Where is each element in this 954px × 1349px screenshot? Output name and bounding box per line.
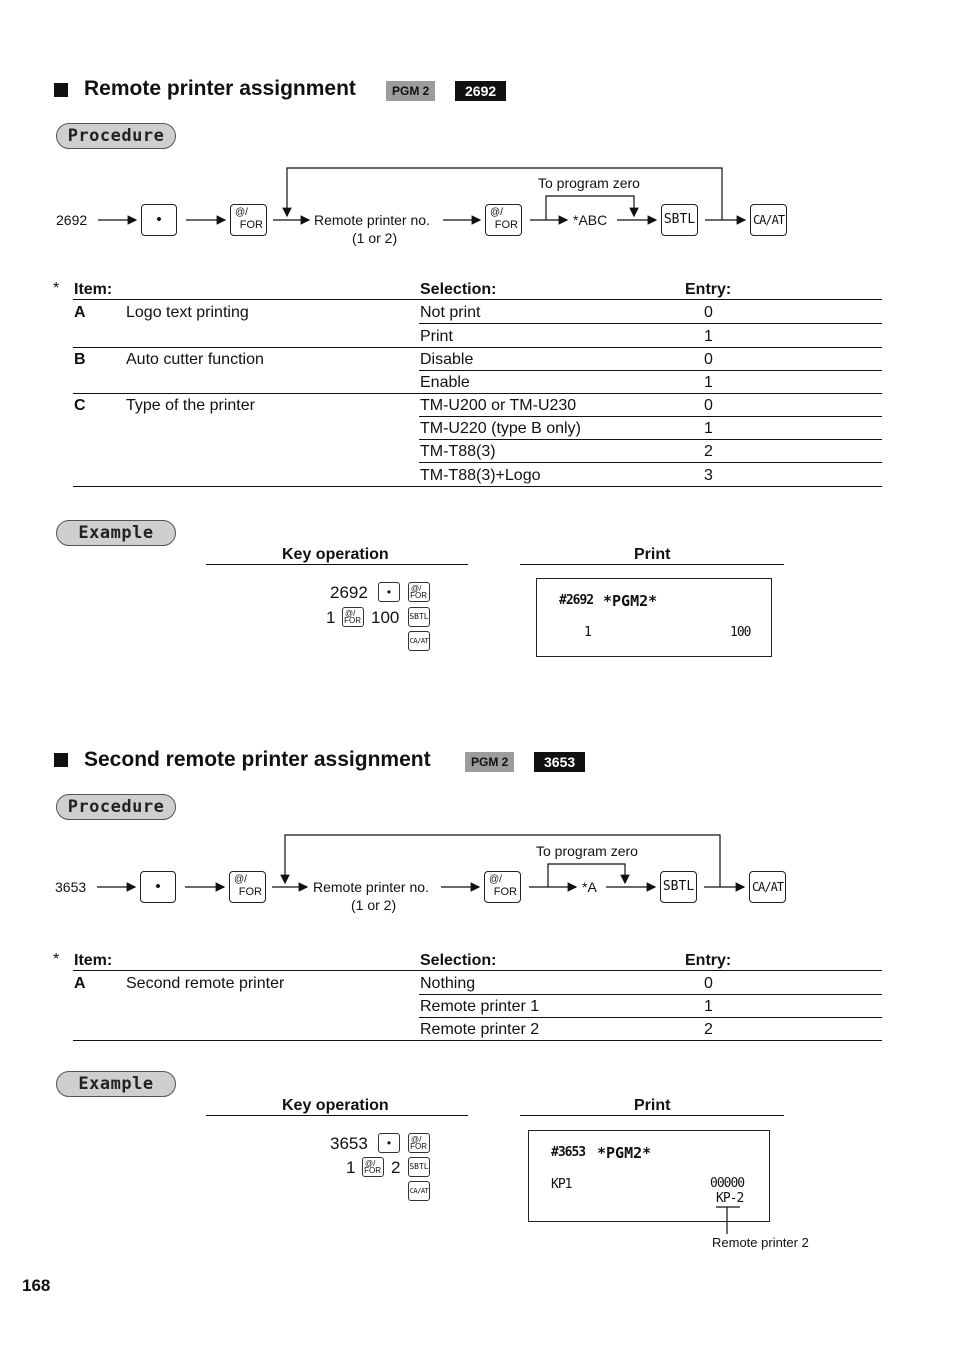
selection-cell: TM-T88(3) — [420, 443, 496, 460]
selection-cell: Nothing — [420, 975, 476, 992]
callout-label: Remote printer 2 — [712, 1235, 809, 1250]
start-code: 2692 — [56, 212, 88, 228]
selection-cell: TM-T88(3)+Logo — [420, 467, 541, 484]
entry-cell: 1 — [704, 998, 713, 1015]
receipt-code: #2692 — [559, 593, 594, 608]
selection-cell: Not print — [420, 304, 481, 321]
entry-cell: 0 — [704, 351, 713, 368]
entry-cell: 2 — [704, 1021, 713, 1038]
page-number: 168 — [22, 1276, 51, 1295]
item-name: Logo text printing — [126, 304, 249, 321]
decimal-point-key: • — [378, 1133, 400, 1153]
for-key-top-label: @/ — [234, 874, 247, 885]
ca-at-key: CA/AT — [749, 871, 786, 903]
print-rule — [520, 564, 784, 565]
to-program-zero-label: To program zero — [536, 843, 638, 859]
keyop-number: 100 — [371, 608, 400, 627]
table-rule — [73, 299, 882, 300]
for-key-bottom-label: FOR — [344, 616, 361, 625]
for-key-top-label: @/ — [490, 207, 503, 218]
print-rule — [520, 1115, 784, 1116]
receipt-print — [536, 578, 772, 657]
key-operation-title: Key operation — [282, 1097, 389, 1114]
selection-cell: TM-U200 or TM-U230 — [420, 397, 577, 414]
row-rule — [419, 370, 882, 371]
selection-cell: Print — [420, 328, 453, 345]
entry-cell: 0 — [704, 304, 713, 321]
section-bullet — [54, 83, 68, 97]
keyop-number: 1 — [346, 1158, 356, 1177]
row-rule — [419, 462, 882, 463]
selection-cell: TM-U220 (type B only) — [420, 420, 581, 437]
item-name: Second remote printer — [126, 975, 285, 992]
remote-printer-no-label: Remote printer no. — [313, 879, 429, 895]
for-key — [342, 607, 364, 627]
keyop-number: 1 — [326, 608, 336, 627]
for-key-bottom-label: FOR — [238, 886, 262, 898]
item-letter: A — [74, 975, 86, 992]
print-title: Print — [634, 1097, 671, 1114]
ca-at-key: CA/AT — [408, 631, 430, 651]
keyop-number: 2692 — [330, 583, 368, 602]
decimal-point-key: • — [378, 582, 400, 602]
section-bullet — [54, 753, 68, 767]
entry-cell: 2 — [704, 443, 713, 460]
keyop-number: 2 — [391, 1158, 401, 1177]
subtotal-key: SBTL — [408, 1157, 430, 1177]
receipt-value-left: 1 — [584, 625, 592, 640]
for-key-bottom-label: FOR — [494, 219, 518, 231]
key-operation-rule — [206, 1115, 468, 1116]
item-name: Auto cutter function — [126, 351, 264, 368]
procedure-label: Procedure — [56, 123, 176, 149]
row-rule — [419, 994, 882, 995]
receipt-mode: *PGM2* — [603, 592, 658, 610]
entry-cell: 0 — [704, 975, 713, 992]
receipt-value-right: 00000 — [710, 1176, 745, 1191]
receipt-value-left: KP1 — [551, 1177, 572, 1192]
decimal-point-key: • — [141, 204, 177, 236]
for-key-bottom-label: FOR — [493, 886, 517, 898]
receipt-remote-printer: KP-2 — [716, 1191, 744, 1206]
row-rule — [419, 1017, 882, 1018]
for-key — [484, 871, 521, 903]
abc-label: *ABC — [573, 212, 608, 228]
table-asterisk: * — [53, 280, 60, 297]
subtotal-key: SBTL — [661, 204, 698, 236]
for-key — [229, 871, 266, 903]
subtotal-key: SBTL — [408, 607, 430, 627]
row-rule — [419, 323, 882, 324]
selection-cell: Disable — [420, 351, 474, 368]
for-key — [408, 582, 430, 602]
entry-cell: 1 — [704, 374, 713, 391]
entry-cell: 1 — [704, 328, 713, 345]
row-rule — [419, 416, 882, 417]
table-bottom-rule — [73, 1040, 882, 1041]
key-operation-rule — [206, 564, 468, 565]
example-label: Example — [56, 1071, 176, 1097]
for-key-bottom-label: FOR — [239, 219, 263, 231]
a-label: *A — [582, 879, 597, 895]
start-code: 3653 — [55, 879, 87, 895]
row-rule — [419, 439, 882, 440]
code-badge: 2692 — [455, 81, 506, 101]
procedure-label: Procedure — [56, 794, 176, 820]
item-letter: C — [74, 397, 86, 414]
ca-at-key: CA/AT — [750, 204, 787, 236]
subtotal-key: SBTL — [660, 871, 697, 903]
key-operation-title: Key operation — [282, 546, 389, 563]
for-key — [230, 204, 267, 236]
for-key-top-label: @/ — [411, 1135, 422, 1144]
example-label: Example — [56, 520, 176, 546]
item-letter: B — [74, 351, 86, 368]
row-rule — [73, 347, 882, 348]
entry-cell: 3 — [704, 467, 713, 484]
for-key-top-label: @/ — [411, 584, 422, 593]
for-key — [408, 1133, 430, 1153]
remote-printer-no-range: (1 or 2) — [351, 897, 397, 913]
for-key-bottom-label: FOR — [410, 1142, 427, 1151]
to-program-zero-label: To program zero — [538, 175, 640, 191]
remote-printer-no-range: (1 or 2) — [352, 230, 398, 246]
table-rule — [73, 970, 882, 971]
row-rule — [73, 393, 882, 394]
table-bottom-rule — [73, 486, 882, 487]
receipt-mode: *PGM2* — [597, 1144, 652, 1162]
code-badge: 3653 — [534, 752, 585, 772]
mode-badge: PGM 2 — [465, 752, 514, 772]
selection-cell: Remote printer 1 — [420, 998, 540, 1015]
entry-header: Entry: — [685, 952, 732, 969]
entry-cell: 1 — [704, 420, 713, 437]
for-key — [485, 204, 522, 236]
remote-printer-no-label: Remote printer no. — [314, 212, 430, 228]
receipt-code: #3653 — [551, 1145, 586, 1160]
ca-at-key: CA/AT — [408, 1181, 430, 1201]
print-title: Print — [634, 546, 671, 563]
keyop-number: 3653 — [330, 1134, 368, 1153]
selection-cell: Remote printer 2 — [420, 1021, 540, 1038]
mode-badge: PGM 2 — [386, 81, 435, 101]
for-key-top-label: @/ — [345, 609, 356, 618]
selection-cell: Enable — [420, 374, 470, 391]
section-title: Second remote printer assignment — [84, 748, 431, 771]
receipt-print — [528, 1130, 770, 1222]
table-asterisk: * — [53, 951, 60, 968]
entry-cell: 0 — [704, 397, 713, 414]
for-key-top-label: @/ — [365, 1159, 376, 1168]
for-key-bottom-label: FOR — [410, 591, 427, 600]
selection-header: Selection: — [420, 281, 497, 298]
item-name: Type of the printer — [126, 397, 255, 414]
item-header: Item: — [74, 281, 113, 298]
selection-header: Selection: — [420, 952, 497, 969]
for-key — [362, 1157, 384, 1177]
item-letter: A — [74, 304, 86, 321]
for-key-top-label: @/ — [235, 207, 248, 218]
for-key-bottom-label: FOR — [364, 1166, 381, 1175]
section-title: Remote printer assignment — [84, 77, 356, 100]
item-header: Item: — [74, 952, 113, 969]
for-key-top-label: @/ — [489, 874, 502, 885]
decimal-point-key: • — [140, 871, 176, 903]
receipt-value-right: 100 — [730, 625, 751, 640]
entry-header: Entry: — [685, 281, 732, 298]
